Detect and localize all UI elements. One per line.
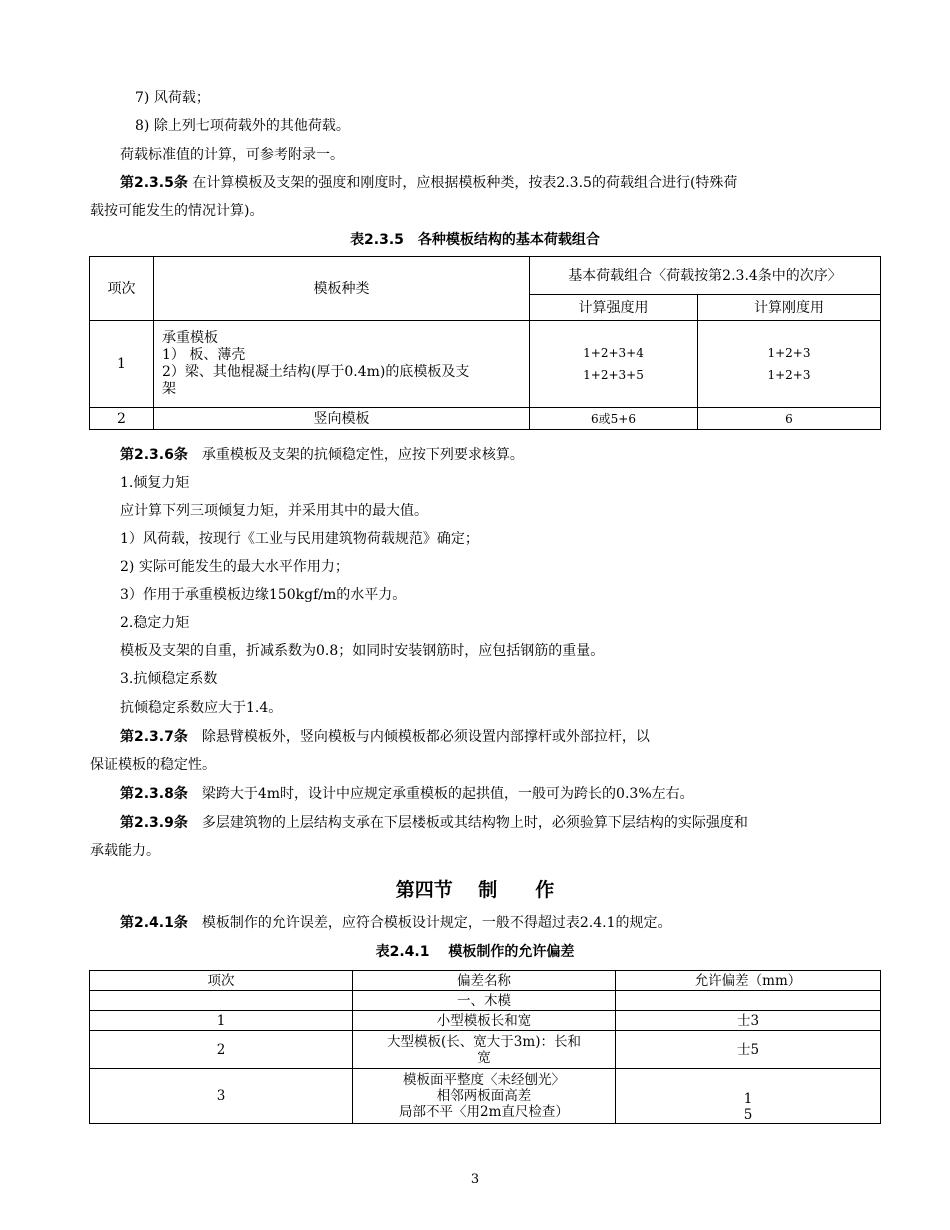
list-item: 3）作用于承重模板边缘150kgf/m的水平力。 xyxy=(120,587,407,603)
header-combination: 基本荷载组合〈荷载按第2.3.4条中的次序〉 xyxy=(530,257,881,295)
article-2-3-7 xyxy=(120,727,650,747)
table-row xyxy=(90,1031,881,1069)
name-line: 宽 xyxy=(477,1049,491,1066)
cell-strength: 6或5+6 xyxy=(530,408,698,430)
article-text: 承重模板及支架的抗倾稳定性，应按下列要求核算。 xyxy=(187,447,524,463)
list-item-8: 8) 除上列七项荷载外的其他荷载。 xyxy=(135,118,350,134)
table-2-4-1-title: 表2.4.1 模板制作的允许偏差 xyxy=(375,944,575,960)
cell-item: 1 xyxy=(90,321,154,408)
page-number: 3 xyxy=(470,1172,480,1187)
cell-item: 2 xyxy=(90,1031,353,1069)
cell-name: 小型模板长和宽 xyxy=(353,1011,616,1031)
section-title: 第四节 制 作 xyxy=(395,879,555,901)
combo-line: 1+2+3+5 xyxy=(583,368,644,382)
subheading-stabilizing-moment: 2.稳定力矩 xyxy=(120,615,190,631)
article-text: 在计算模板及支架的强度和刚度时，应根据模板种类，按表2.3.5的荷载组合进行(特殊荷 xyxy=(187,175,738,191)
article-2-4-1 xyxy=(120,913,672,933)
name-line: 模板面平整度〈未经刨光〉 xyxy=(403,1072,565,1088)
header-name: 偏差名称 xyxy=(353,971,616,991)
article-heading: 第2.3.9条 xyxy=(120,815,188,831)
table-row xyxy=(90,991,881,1011)
name-line: 相邻两板面高差 xyxy=(436,1088,532,1104)
load-combination-table xyxy=(89,256,881,430)
paragraph: 模板及支架的自重，折减系数为0.8；如同时安装钢筋时，应包括钢筋的重量。 xyxy=(120,643,605,659)
cell-type: 竖向模板 xyxy=(154,408,530,430)
table-row xyxy=(90,321,881,408)
paragraph: 抗倾稳定系数应大于1.4。 xyxy=(120,700,283,716)
cell-item: 3 xyxy=(90,1069,353,1124)
cell-strength xyxy=(530,321,698,408)
list-item: 1）风荷载，按现行《工业与民用建筑物荷载规范》确定； xyxy=(120,531,479,547)
cell-stiffness: 6 xyxy=(698,408,881,430)
tolerance-line: 5 xyxy=(743,1107,753,1123)
combo-line: 1+2+3 xyxy=(767,346,811,360)
subheading-stability-factor: 3.抗倾稳定系数 xyxy=(120,671,218,687)
table-row xyxy=(90,408,881,430)
article-text: 梁跨大于4m时，设计中应规定承重模板的起拱值，一般可为跨长的0.3%左右。 xyxy=(187,786,694,802)
header-stiffness: 计算刚度用 xyxy=(698,295,881,321)
header-item: 项次 xyxy=(90,257,154,321)
cell-name xyxy=(353,1031,616,1069)
cell-item: 1 xyxy=(90,1011,353,1031)
table-2-3-5-title: 表2.3.5 各种模板结构的基本荷载组合 xyxy=(350,232,600,248)
type-line: 架 xyxy=(162,381,176,397)
cell-name xyxy=(353,1069,616,1124)
article-2-3-5 xyxy=(120,173,737,193)
article-heading: 第2.3.7条 xyxy=(120,729,188,745)
article-text: 模板制作的允许误差，应符合模板设计规定，一般不得超过表2.4.1的规定。 xyxy=(187,915,672,931)
article-text: 多层建筑物的上层结构支承在下层楼板或其结构物上时，必须验算下层结构的实际强度和 xyxy=(187,815,748,831)
article-2-3-5-cont: 载按可能发生的情况计算)。 xyxy=(90,203,264,219)
article-2-3-8 xyxy=(120,784,694,804)
article-2-3-9 xyxy=(120,813,748,833)
cell-tolerance: 士5 xyxy=(616,1031,881,1069)
article-2-3-9-cont: 承载能力。 xyxy=(90,843,160,859)
subheading-overturning-moment: 1.倾复力矩 xyxy=(120,475,190,491)
paragraph: 应计算下列三项倾复力矩，并采用其中的最大值。 xyxy=(120,503,428,519)
article-heading: 第2.3.8条 xyxy=(120,786,188,802)
table-row xyxy=(90,1069,881,1124)
type-line: 承重模板 xyxy=(162,330,218,346)
cell-tolerance xyxy=(616,1069,881,1124)
cell-item xyxy=(90,991,353,1011)
combo-line: 1+2+3 xyxy=(767,368,811,382)
article-text: 除悬臂模板外，竖向模板与内倾模板都必须设置内部撑杆或外部拉杆，以 xyxy=(187,729,650,745)
type-line: 2）梁、其他棍凝土结构(厚于0.4m)的底模板及支 xyxy=(162,364,470,380)
header-strength: 计算强度用 xyxy=(530,295,698,321)
cell-tolerance: 士3 xyxy=(616,1011,881,1031)
combo-line: 1+2+3+4 xyxy=(583,346,644,360)
cell-stiffness xyxy=(698,321,881,408)
list-item: 2) 实际可能发生的最大水平作用力； xyxy=(120,559,349,575)
tolerance-line: 1 xyxy=(743,1091,753,1107)
type-line: 1） 板、薄壳 xyxy=(162,347,246,363)
section-wood: 一、木模 xyxy=(353,991,616,1011)
tolerance-table xyxy=(89,970,881,1124)
header-item: 项次 xyxy=(90,971,353,991)
header-type: 模板种类 xyxy=(154,257,530,321)
cell-tolerance xyxy=(616,991,881,1011)
list-item-7: 7) 风荷载； xyxy=(135,90,210,106)
cell-item: 2 xyxy=(90,408,154,430)
name-line: 大型模板(长、宽大于3m)：长和 xyxy=(387,1033,581,1050)
article-heading: 第2.3.5条 xyxy=(120,175,188,191)
table-row xyxy=(90,1011,881,1031)
article-2-3-7-cont: 保证模板的稳定性。 xyxy=(90,757,216,773)
name-line: 局部不平〈用2m直尺检查） xyxy=(399,1104,569,1120)
paragraph-reference: 荷载标准值的计算，可参考附录一。 xyxy=(120,147,344,163)
article-2-3-6 xyxy=(120,445,524,465)
article-heading: 第2.4.1条 xyxy=(120,915,188,931)
cell-type xyxy=(154,321,530,408)
article-heading: 第2.3.6条 xyxy=(120,447,188,463)
header-tolerance: 允许偏差（mm） xyxy=(616,971,881,991)
